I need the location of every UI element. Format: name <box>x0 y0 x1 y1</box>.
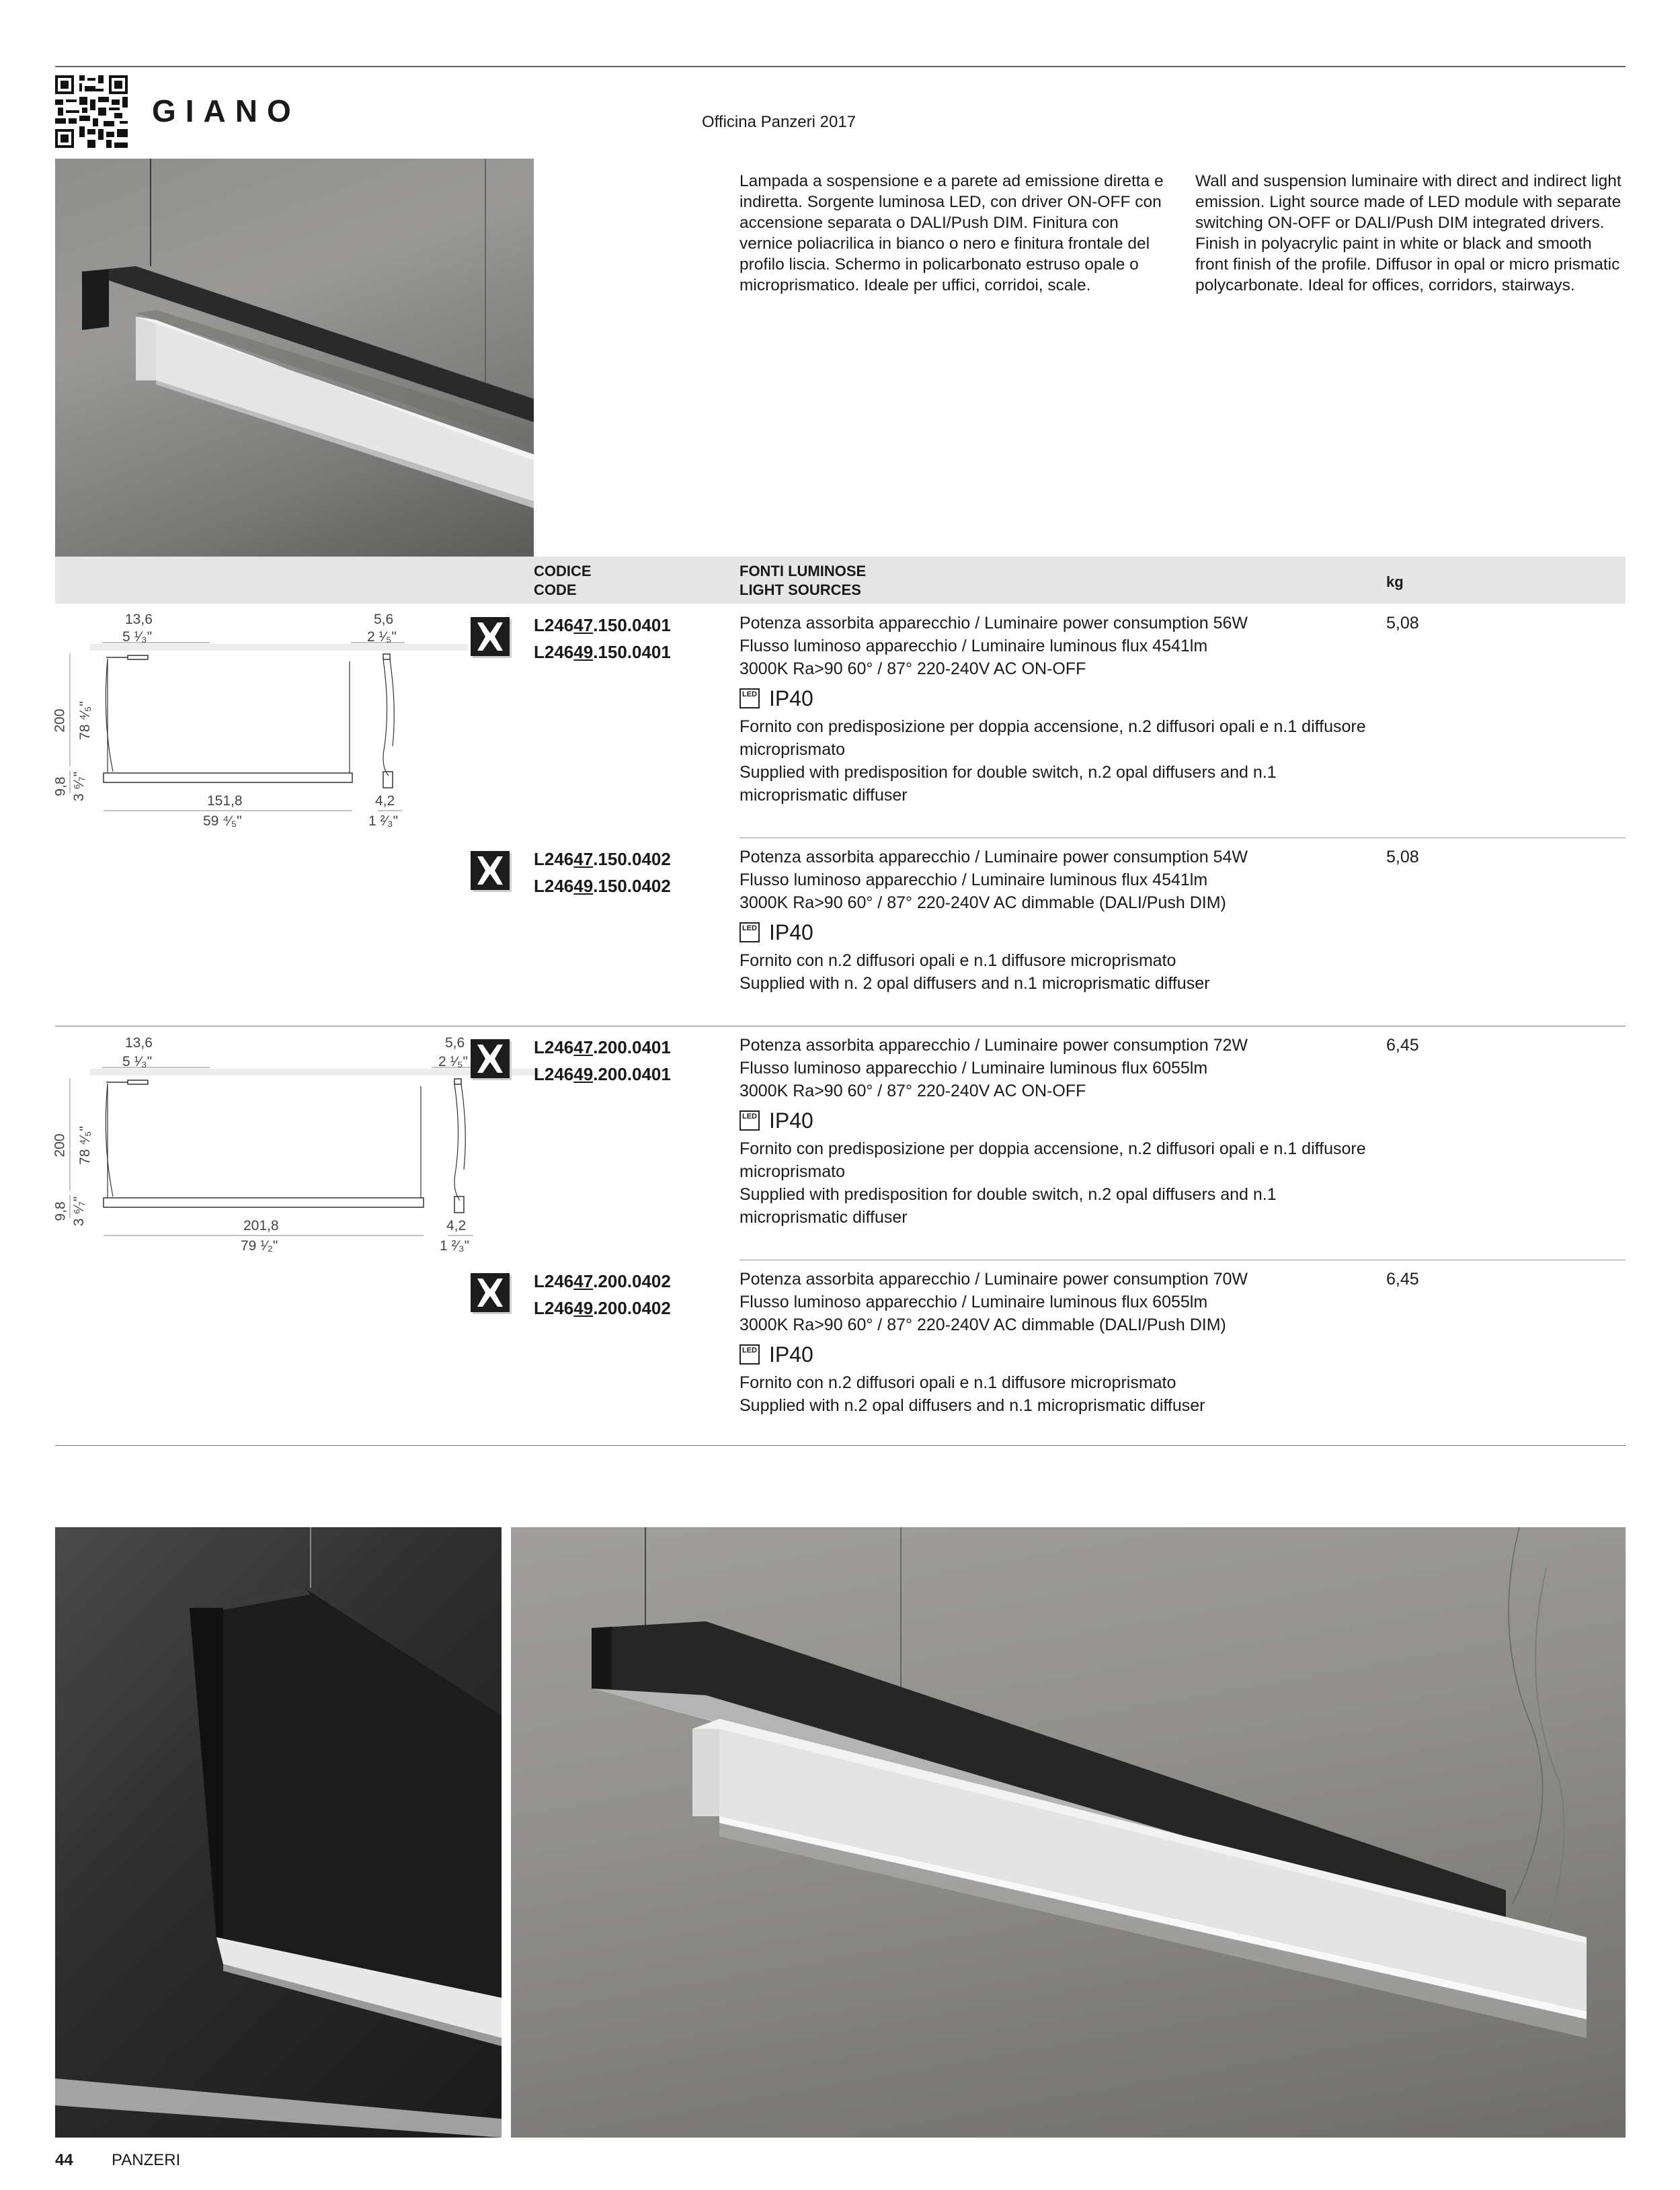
header-code: CODICE CODE <box>534 563 592 598</box>
dim-length-in: 79 ¹⁄₂" <box>241 1238 278 1254</box>
dim-length-cm: 151,8 <box>207 793 243 809</box>
dim-profile-cm: 9,8 <box>52 776 69 797</box>
table-row-sources: Potenza assorbita apparecchio / Luminaire power consumption 72W Flusso luminoso apparecchio / Luminaire luminous flux 6055lm 3000K Ra>90 60° / 87° 220-240V AC ON-OFF LED IP40 Fornito con predisposizione per doppia accensione, n.2 diffusori opali e n.1 diffusore microprismato Supplied with predisposition for double switch, n.2 opal diffusers and n.1 microprismatic diffuser <box>739 1036 1366 1227</box>
dimension-drawing-200 <box>52 1035 539 1264</box>
product-title: GIANO <box>152 93 301 128</box>
designer-year: Officina Panzeri 2017 <box>702 113 856 131</box>
table-row-code: L24647.200.0401 L24649.200.0401 <box>534 1037 671 1084</box>
dim-width-cm: 13,6 <box>125 612 153 627</box>
footer-brand: PANZERI <box>112 2151 181 2169</box>
table-row-weight: 5,08 <box>1386 614 1419 633</box>
dim-depth-in: 2 ¹⁄₅" <box>367 629 397 645</box>
description-english: Wall and suspension luminaire with direct and indirect light emission. Light source made of LED module with separate switching ON-OFF or DALI/Push DIM integrated drivers. Finish in polyacrylic paint in white or black and smooth front finish of the profile. Diffusor in opal or micro prismatic polycarbonate. Ideal for offices, corridors, stairways. <box>1195 172 1622 294</box>
table-row-weight: 6,45 <box>1386 1270 1419 1289</box>
profile-section-icon <box>471 617 512 659</box>
dim-depth-cm: 5,6 <box>374 612 394 627</box>
table-row-code: L24647.200.0402 L24649.200.0402 <box>534 1271 671 1318</box>
table-bottom-rule <box>55 1445 1626 1446</box>
top-rule <box>55 66 1626 67</box>
led-icon: LED <box>739 688 760 708</box>
detail-photo-black <box>55 1527 502 2138</box>
dim-profile-in: 3 ⁶⁄₇" <box>71 1196 87 1227</box>
dim-width-cm: 13,6 <box>125 1035 153 1051</box>
table-row-sources: Potenza assorbita apparecchio / Luminaire power consumption 54W Flusso luminoso apparecchio / Luminaire luminous flux 4541lm 3000K Ra>90 60° / 87° 220-240V AC dimmable (DALI/Push DIM) LED IP40 Fornito con n.2 diffusori opali e n.1 diffusore microprismato Supplied with n. 2 opal diffusers and n.1 microprismatic diffuser <box>739 848 1248 993</box>
table-row-code: L24647.150.0402 L24649.150.0402 <box>534 849 671 896</box>
profile-section-icon <box>471 851 512 893</box>
table-row-sources: Potenza assorbita apparecchio / Luminaire power consumption 70W Flusso luminoso apparecchio / Luminaire luminous flux 6055lm 3000K Ra>90 60° / 87° 220-240V AC dimmable (DALI/Push DIM) LED IP40 Fornito con n.2 diffusori opali e n.1 diffusore microprismato Supplied with n.2 opal diffusers and n.1 microprismatic diffuser <box>739 1270 1248 1415</box>
header-light-sources: FONTI LUMINOSE LIGHT SOURCES <box>739 563 867 598</box>
led-icon: LED <box>739 922 760 942</box>
dim-profile-cm: 9,8 <box>52 1201 69 1221</box>
qr-code-icon <box>55 75 128 148</box>
dimension-drawing-150 <box>52 612 472 840</box>
header-weight: kg <box>1386 573 1404 590</box>
table-row-weight: 5,08 <box>1386 848 1419 866</box>
dim-diameter-cm: 4,2 <box>446 1218 467 1233</box>
table-row-code: L24647.150.0401 L24649.150.0401 <box>534 615 671 662</box>
dim-diameter-in: 1 ²⁄₃" <box>440 1238 470 1254</box>
led-icon: LED <box>739 1344 760 1365</box>
product-installation-photo <box>511 1527 1626 2138</box>
led-icon: LED <box>739 1110 760 1131</box>
dim-diameter-in: 1 ²⁄₃" <box>368 813 399 829</box>
dim-profile-in: 3 ⁶⁄₇" <box>71 771 87 802</box>
dim-length-in: 59 ⁴⁄₅" <box>203 813 242 829</box>
dim-height-cm: 200 <box>52 708 68 733</box>
profile-section-icon <box>471 1273 512 1315</box>
dim-width-in: 5 ¹⁄₃" <box>122 629 153 645</box>
dim-length-cm: 201,8 <box>243 1218 279 1233</box>
dim-height-in: 78 ⁴⁄₅" <box>77 701 93 740</box>
table-row-sources: Potenza assorbita apparecchio / Luminaire power consumption 56W Flusso luminoso apparecchio / Luminaire luminous flux 4541lm 3000K Ra>90 60° / 87° 220-240V AC ON-OFF LED IP40 Fornito con predisposizione per doppia accensione, n.2 diffusori opali e n.1 diffusore microprismato Supplied with predisposition for double switch, n.2 opal diffusers and n.1 microprismatic diffuser <box>739 614 1366 805</box>
hero-product-photo <box>55 159 534 557</box>
description-italian: Lampada a sospensione e a parete ad emissione diretta e indiretta. Sorgente luminosa LED, con driver ON-OFF con accensione separata o DALI/Push DIM. Finitura con vernice poliacrilica in bianco o nero e finitura frontale del profilo liscia. Schermo in policarbonato estruso opale o microprismatico. Ideale per uffici, corridoi, scale. <box>739 172 1164 294</box>
dim-depth-cm: 5,6 <box>445 1035 465 1051</box>
dim-height-in: 78 ⁴⁄₅" <box>77 1126 93 1165</box>
profile-section-icon <box>471 1039 512 1081</box>
dim-height-cm: 200 <box>52 1133 68 1158</box>
dim-depth-in: 2 ¹⁄₅" <box>438 1054 468 1069</box>
dim-diameter-cm: 4,2 <box>375 793 395 809</box>
table-row-weight: 6,45 <box>1386 1036 1419 1055</box>
page-number: 44 <box>55 2151 73 2169</box>
dim-width-in: 5 ¹⁄₃" <box>122 1054 153 1069</box>
